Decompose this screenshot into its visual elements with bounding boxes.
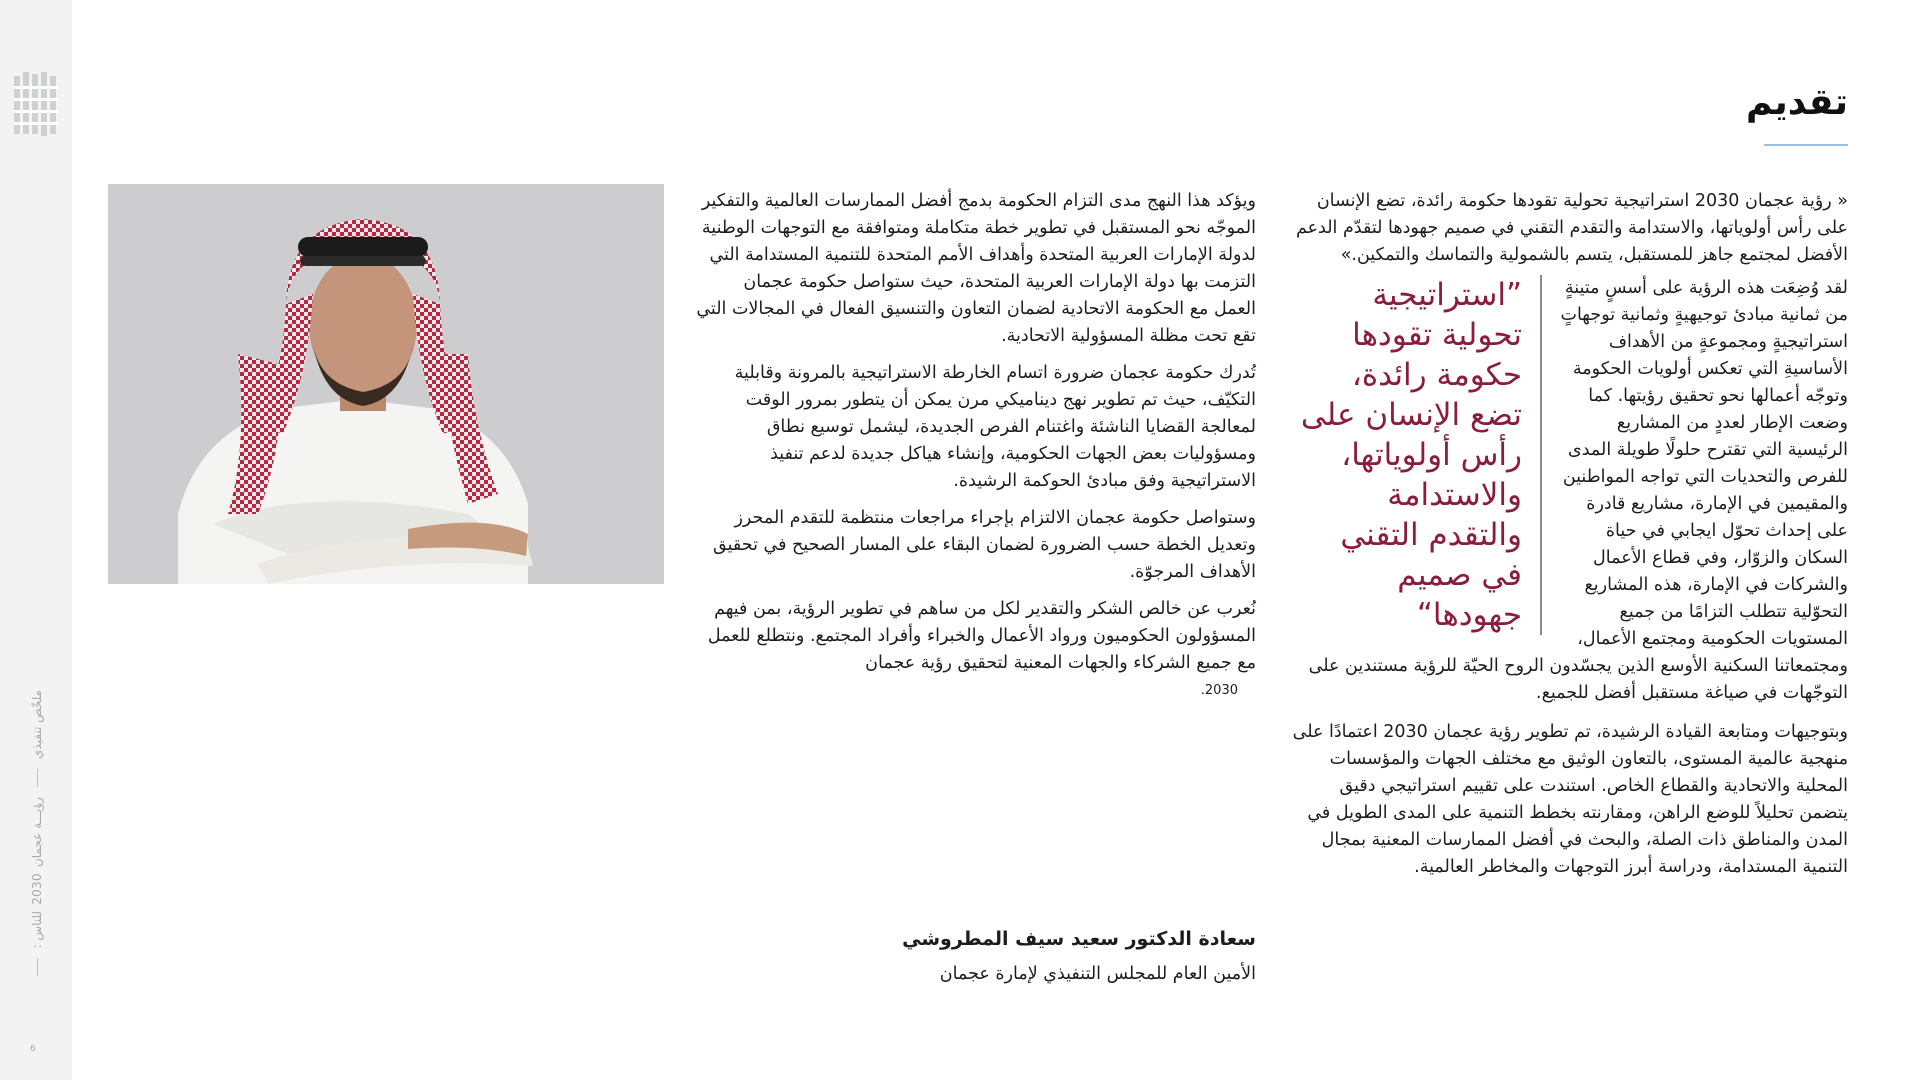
running-header: [22, 690, 52, 1010]
continuation-paragraph: ومجتمعاتنا السكنية الأوسع الذين يجسّدون الروح الحيّة للرؤية مستندين على التوجّهات في صياغة مستقبل أفضل للجميع.: [1308, 656, 1848, 703]
title-underline: [1764, 144, 1848, 146]
principles-paragraph: لقد وُضِعَت هذه الرؤية على أسسٍ متينةٍ من ثمانية مبادئ توجيهيةٍ وثمانية توجهاتٍ استراتيجيةٍ ومجموعةٍ من الأهداف الأساسيةِ التي تعكس أولويات الحكومة وتوجّه أعمالها نحو تحقيق رؤيتها. كما وضعت الإطار لعددٍ من المشاريع الرئيسية التي تقترح حلولًا طويلة المدى للفرص والتحديات التي تواجه المواطنين والمقيمين في الإمارة، مشاريع قادرة على إحداث تحوّل ايجابي في حياة السكان والزوّار، وفي قطاع الأعمال والشركات في الإمارة، هذه المشاريع التحوّلية تتطلب التزامًا من جميع المستويات الحكومية ومجتمع الأعمال،: [1560, 278, 1848, 649]
ajman-vision-logo-icon: [14, 72, 58, 138]
middle-column: [696, 188, 1256, 704]
quote-divider: [1540, 275, 1542, 635]
vision-year: 2030: [30, 873, 44, 905]
approach-paragraph: ويؤكد هذا النهج مدى التزام الحكومة بدمج أفضل الممارسات العالمية والتفكير الموجّه نحو المستقبل في تطوير خطة متكاملة ومتوافقة مع التوجهات الوطنية لدولة الإمارات العربية المتحدة وأهداف الأمم المتحدة للتنمية المستدامة التي التزمت بها دولة الإمارات العربية المتحدة، حيث ستواصل حكومة عجمان العمل مع الحكومة الاتحادية لضمان التعاون والتنسيق الفعال في المجالات التي تقع تحت مظلة المسؤولية الاتحادية.: [696, 191, 1256, 346]
section-label: ملخّص تنفيذي: [30, 690, 44, 760]
portrait-photo: [108, 184, 664, 584]
signature-block: [696, 928, 1256, 984]
quote-section: [1288, 275, 1848, 653]
pull-quote: ”استراتيجية تحولية تقودها حكومة رائدة، تضع الإنسان على رأس أولوياتها، والاستدامة والتقدم التقني في صميم جهودها“: [1300, 277, 1522, 633]
intro-paragraph: « رؤية عجمان 2030 استراتيجية تحولية تقودها حكومة رائدة، تضع الإنسان على رأس أولوياتها، والاستدامة والتقدم التقني في صميم جهودها لتقدّم الدعم الأفضل لمجتمع جاهز للمستقبل، يتسم بالشمولية والتماسك والتمكين.»: [1295, 191, 1848, 265]
divider: [37, 769, 38, 787]
signer-title: الأمين العام للمجلس التنفيذي لإمارة عجمان: [939, 964, 1256, 984]
flexibility-paragraph: تُدرك حكومة عجمان ضرورة اتسام الخارطة الاستراتيجية بالمرونة وقابلية التكيّف، حيث تم تطوير نهج ديناميكي مرن يمكن أن يتطور بمرور الوقت لمعالجة القضايا الناشئة واغتنام الفرص الجديدة، ليشمل توسيع نطاق ومسؤوليات بعض الجهات الحكومية، وإنشاء هياكل جديدة لدعم تنفيذ الاستراتيجية وفق مبادئ الحوكمة الرشيدة.: [734, 363, 1256, 491]
review-paragraph: وستواصل حكومة عجمان الالتزام بإجراء مراجعات منتظمة للتقدم المحرز وتعديل الخطة حسب الضرورة لضمان البقاء على المسار الصحيح في تحقيق الأهداف المرجوّة.: [713, 508, 1256, 582]
page-title: تقديم: [1746, 82, 1848, 123]
signer-name: سعادة الدكتور سعيد سيف المطروشي: [902, 928, 1256, 950]
vision-tagline: : للناس: [30, 910, 44, 949]
page-number: 6: [30, 1044, 36, 1054]
vision-year-text: 2030.: [1200, 683, 1238, 698]
guidance-paragraph: وبتوجيهات ومتابعة القيادة الرشيدة، تم تطوير رؤية عجمان 2030 اعتمادًا على منهجية عالمية المستوى، بالتعاون الوثيق مع مختلف الجهات والمؤسسات المحلية والاتحادية والقطاع الخاص. استندت على تقييم استراتيجي دقيق يتضمن تحليلاً للوضع الراهن، ومقارنته بخطط التنمية على المدى الطويل في المدن والمناطق ذات الصلة، والبحث في أفضل الممارسات المعنية بمجال التنمية المستدامة، ودراسة أبرز التوجهات والمخاطر العالمية.: [1292, 722, 1848, 877]
vision-label: رؤيـــة عجمان: [30, 797, 44, 868]
portrait-illustration: [108, 184, 664, 584]
sidebar: [0, 0, 72, 1080]
thanks-paragraph: نُعرب عن خالص الشكر والتقدير لكل من ساهم في تطوير الرؤية، بمن فيهم المسؤولون الحكوميون ورواد الأعمال والخبراء وأفراد المجتمع. ونتطلع للعمل مع جميع الشركاء والجهات المعنية لتحقيق رؤية عجمان: [707, 599, 1256, 673]
divider: [37, 958, 38, 976]
right-column: [1288, 188, 1848, 881]
